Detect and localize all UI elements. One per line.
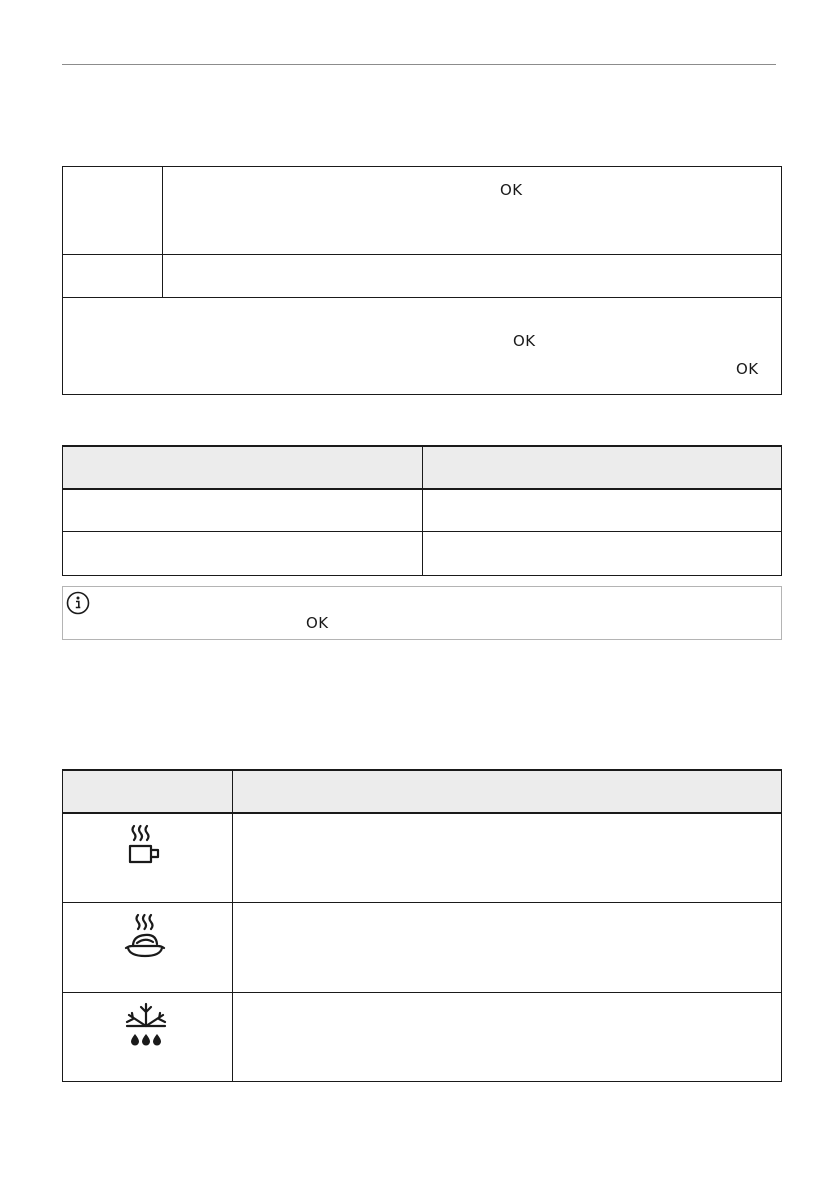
function-table-row-divider (62, 992, 782, 993)
info-note (62, 586, 782, 640)
settings-table-row-divider (62, 254, 782, 255)
info-icon (66, 591, 90, 615)
ok-button-label: OK (736, 360, 759, 378)
two-column-table-column-divider (422, 445, 423, 576)
page-top-rule (62, 64, 776, 65)
steaming-cup-icon (126, 823, 166, 867)
ok-button-label: OK (500, 181, 523, 199)
function-table-column-divider (232, 769, 233, 1082)
ok-button-label: OK (306, 614, 329, 632)
ok-button-label: OK (513, 332, 536, 350)
settings-table-column-divider (162, 166, 163, 298)
defrost-snowflake-drops-icon (124, 1002, 168, 1048)
two-column-table-row-divider (62, 531, 782, 532)
function-table-frame (62, 769, 782, 1082)
function-table-row-divider (62, 902, 782, 903)
settings-table-frame (62, 166, 782, 395)
settings-table-note-divider (62, 297, 782, 298)
steaming-dish-icon (120, 913, 170, 961)
